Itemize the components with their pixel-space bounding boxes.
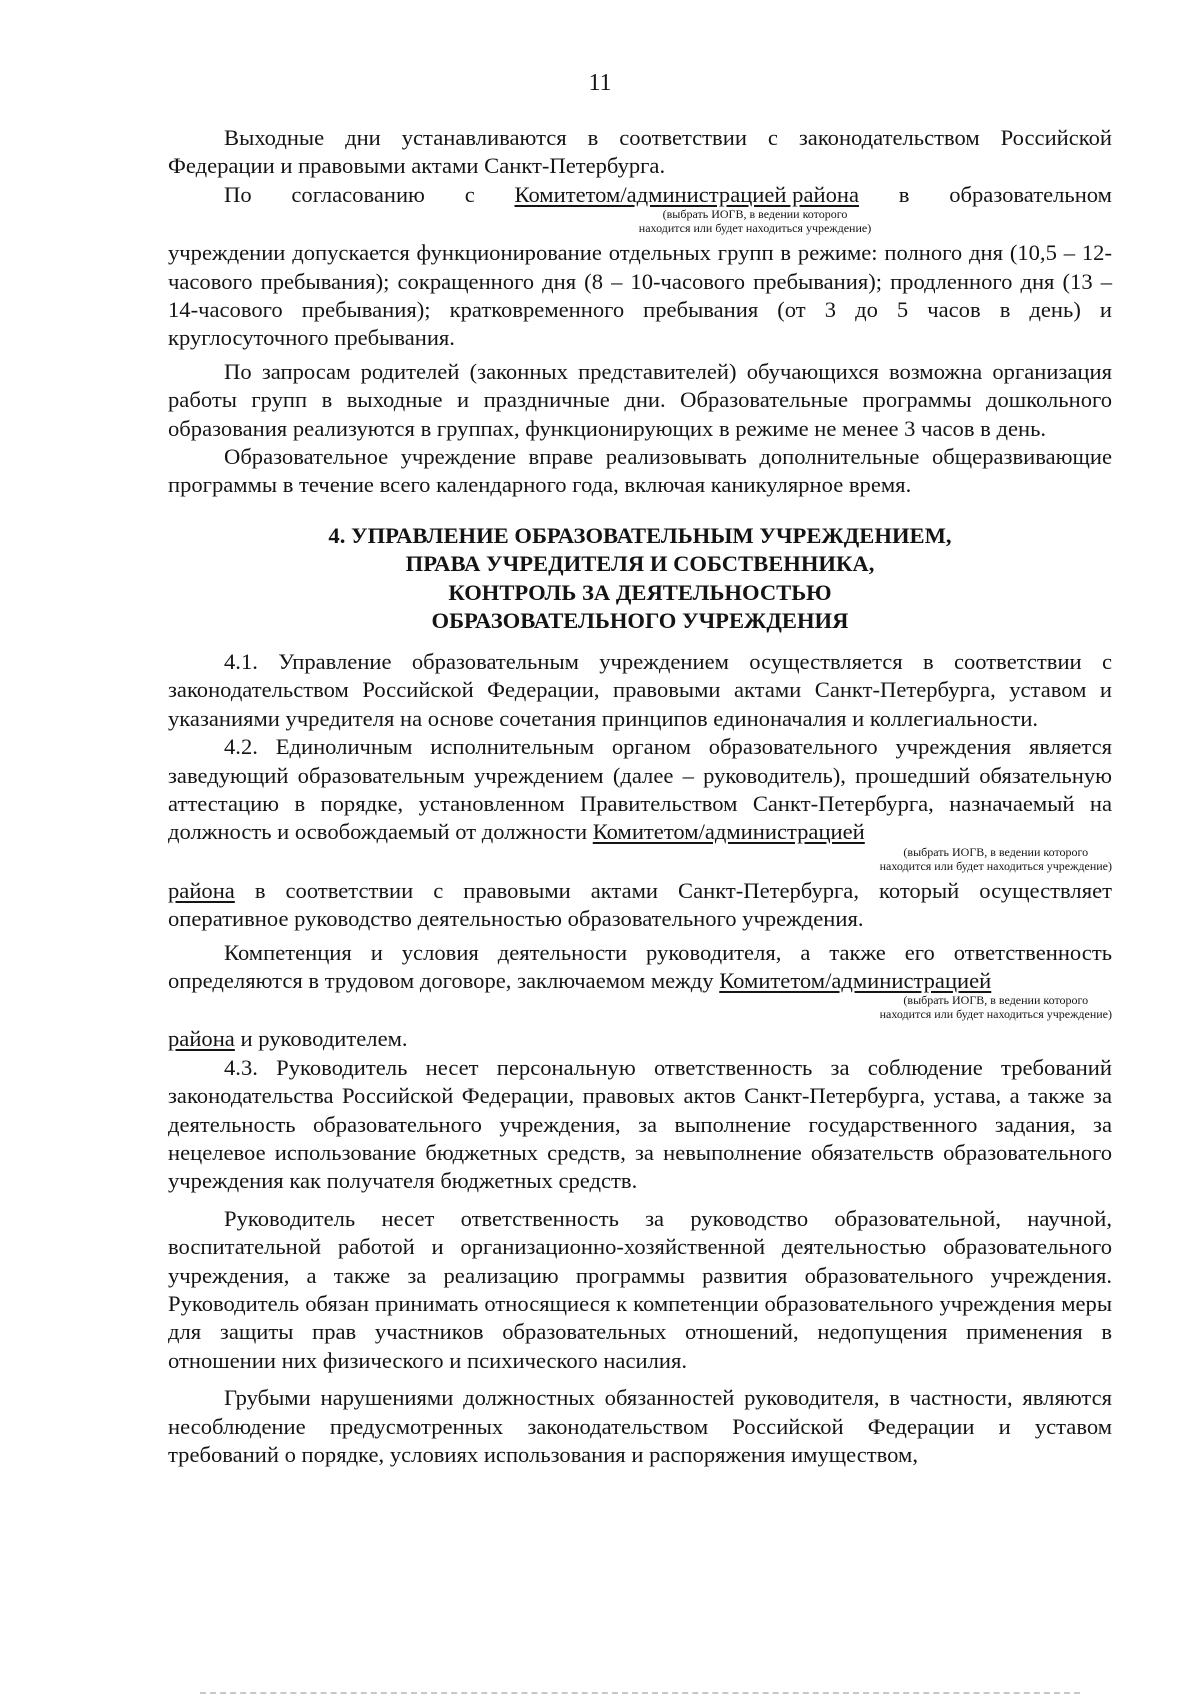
footnote-iogv: (выбрать ИОГВ, в ведении которого находится или будет находиться учреждение) [879,993,1112,1022]
committee-link: Комитетом/администрацией [719,967,992,993]
section-heading: 4. УПРАВЛЕНИЕ ОБРАЗОВАТЕЛЬНЫМ УЧРЕЖДЕНИЕМ, ПРАВА УЧРЕДИТЕЛЯ И СОБСТВЕННИКА, КОНТРОЛЬ ЗА ДЕЯТЕЛЬНОСТЬЮ ОБРАЗОВАТЕЛЬНОГО УЧРЕЖДЕНИЯ [328,522,952,634]
document-body [168,124,1112,1469]
paragraph-weekends: Выходные дни устанавливаются в соответствии с законодательством Российской Федерации и правовыми актами Санкт-Петербурга. [168,125,1112,179]
committee-link: Комитетом/администрацией района [514,181,859,207]
paragraph-additional-programs: Образовательное учреждение вправе реализовывать дополнительные общеразвивающие программы в течение всего календарного года, включая каникулярное время. [168,444,1112,498]
footnote-iogv: (выбрать ИОГВ, в ведении которого находится или будет находиться учреждение) [638,207,872,236]
paragraph-competence: Компетенция и условия деятельности руководителя, а также его ответственность определяются в трудовом договоре, заключаемом между Комитетом/администрацией (выбрать ИОГВ, в ведении которого находится или будет находиться учреждение) района и руководителем. [168,939,1112,1052]
clause-4-1: 4.1. Управление образовательным учреждением осуществляется в соответствии с законодательством Российской Федерации, правовыми актами Санкт-Петербурга, уставом и указаниями учредителя на основе сочетания принципов единоначалия и коллегиальности. [168,648,1112,731]
paragraph-group-modes: По согласованию с Комитетом/администрацией района в образовательном (выбрать ИОГВ, в ведении которого находится или будет находиться учреждение) учреждении допускается функционирование отдельных групп в режиме: полного дня (10,5 – 12-часового пребывания); сокращенного дня (8 – 10-часового пребывания); продленного дня (13 – 14-часового пребывания); кратковременного пребывания (от 3 до 5 часов в день) и круглосуточного пребывания. [168,181,1112,351]
paragraph-head-responsibility: Руководитель несет ответственность за руководство образовательной, научной, воспитательной работой и организационно-хозяйственной деятельностью образовательного учреждения, а также за реализацию программы развития образовательного учреждения. Руководитель обязан принимать относящиеся к компетенции образовательного учреждения меры для защиты прав участников образовательных отношений, недопущения применения в отношении них физического и психического насилия. [168,1205,1112,1373]
clause-4-2: 4.2. Единоличным исполнительным органом образовательного учреждения является заведующий образовательным учреждением (далее – руководитель), прошедший обязательную аттестацию в порядке, установленном Правительством Санкт-Петербурга, назначаемый на должность и освобождаемый от должности Комитетом/администрацией (выбрать ИОГВ, в ведении которого находится или будет находиться учреждение) района в соответствии с правовыми актами Санкт-Петербурга, который осуществляет оперативное руководство деятельностью образовательного учреждения. [168,734,1112,932]
footnote-iogv: (выбрать ИОГВ, в ведении которого находится или будет находиться учреждение) [879,844,1112,873]
scan-edge-line [200,1692,1080,1696]
committee-link: Комитетом/администрацией [592,819,865,845]
page-number: 11 [588,70,612,96]
group-modes-first-line: По согласованию с Комитетом/администрацией района в образовательном [168,181,1112,209]
clause-4-3: 4.3. Руководитель несет персональную ответственность за соблюдение требований законодательства Российской Федерации, правовых актов Санкт-Петербурга, устава, а также за деятельность образовательного учреждения, за выполнение государственного задания, за нецелевое использование бюджетных средств, за невыполнение обязательств образовательного учреждения как получателя бюджетных средств. [168,1054,1112,1194]
paragraph-weekend-groups: По запросам родителей (законных представителей) обучающихся возможна организация работы групп в выходные и праздничные дни. Образовательные программы дошкольного образования реализуются в группах, функционирующих в режиме не менее 3 часов в день. [168,358,1112,441]
paragraph-gross-violations: Грубыми нарушениями должностных обязанностей руководителя, в частности, являются несоблюдение предусмотренных законодательством Российской Федерации и уставом требований о порядке, условиях использования и распоряжения имуществом, [168,1385,1112,1468]
